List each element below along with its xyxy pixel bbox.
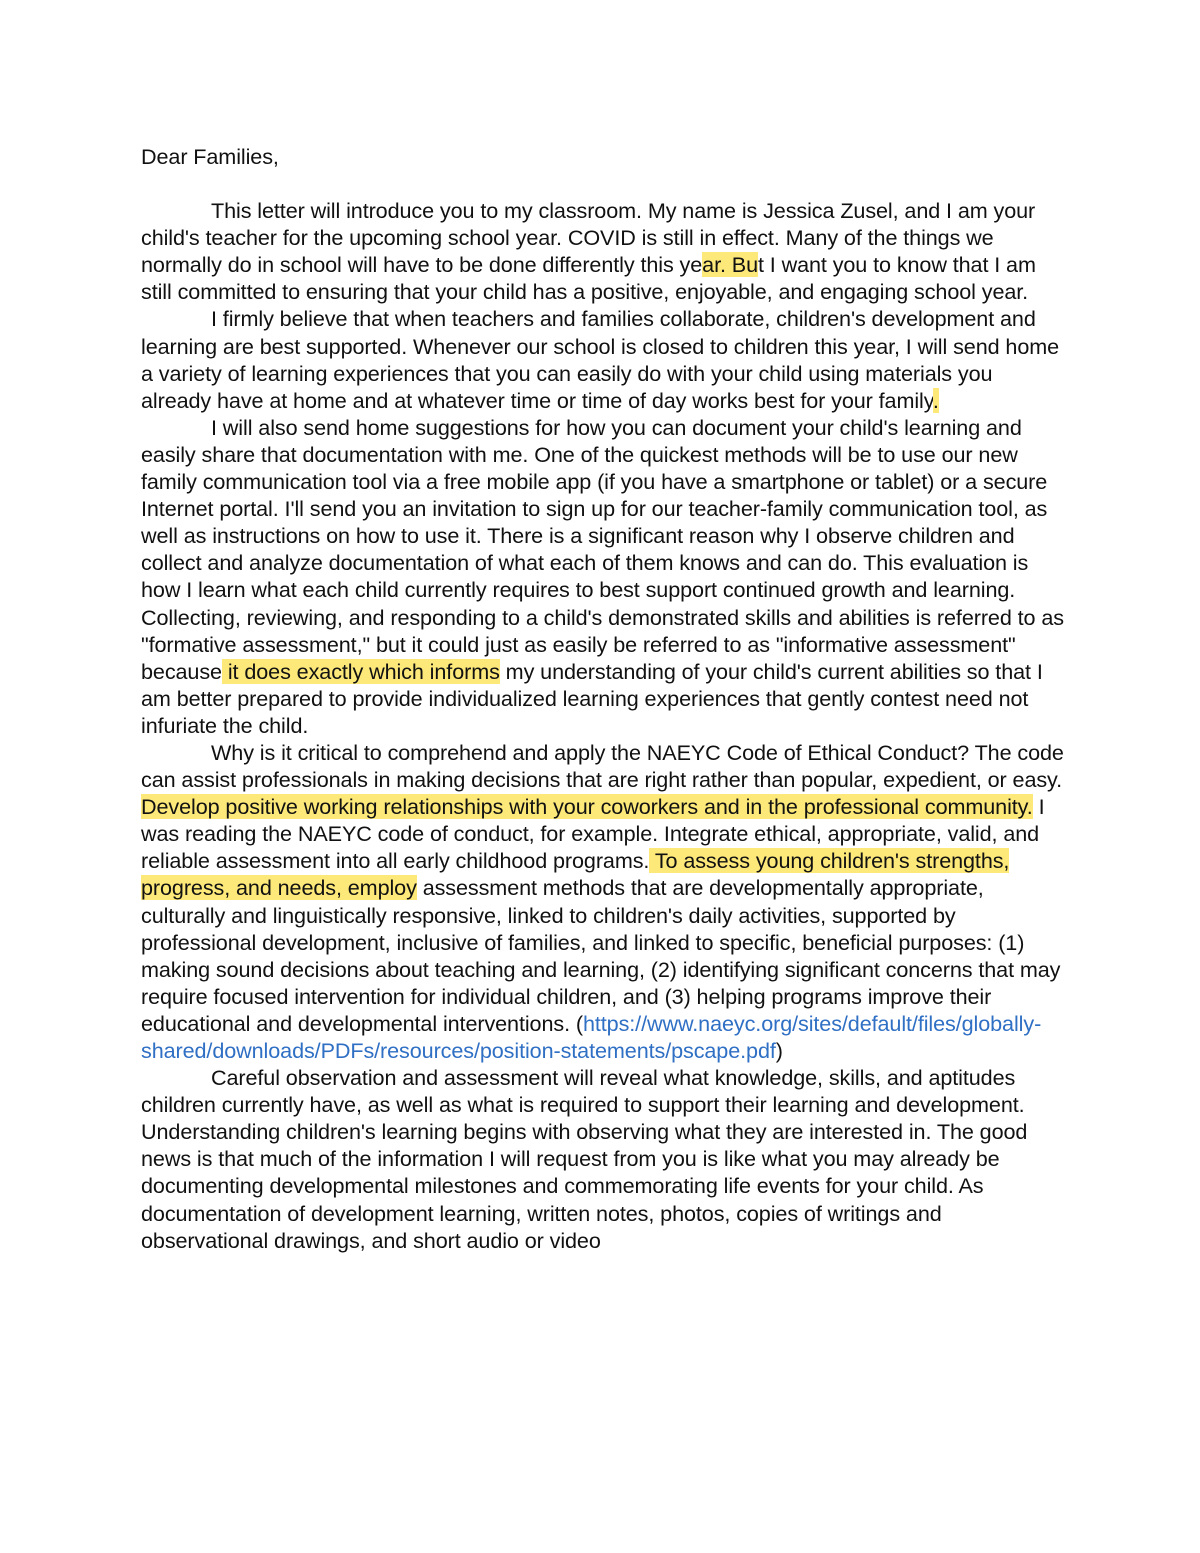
text-span: my understanding of your child's current abilities so that I am better prepared to provide individualized learning experiences that gently contest need not infuriate the child. — [141, 658, 1043, 738]
naeyc-pdf-link[interactable]: https://www.naeyc.org/sites/default/files/globally-shared/downloads/PDFs/resources/position-statements/pscape.pdf — [141, 1010, 1042, 1063]
text-span: Careful observation and assessment will reveal what knowledge, skills, and aptitudes children currently have, as well as what is required to support their learning and development. Understanding children's learning begins with observing what they are interested in. The good news is that much of the information I will request from you is like what you may already be documenting developmental milestones and commemorating life events for your child. As documentation of development learning, written notes, photos, copies of writings and observational drawings, and short audio or video — [141, 1065, 1028, 1253]
text-span: This letter will introduce you to my classroom. My name is Jessica Zusel, and I am your child's teacher for the upcoming school year. COVID is still in effect. Many of the things we normally do in school will have to be done differently this ye — [141, 198, 1036, 278]
paragraph-intro — [141, 197, 1066, 305]
text-span: t I want you to know that I am still committed to ensuring that your child has a positive, enjoyable, and engaging school year. — [141, 252, 1036, 305]
text-span: I was reading the NAEYC code of conduct, for example. Integrate ethical, appropriate, valid, and reliable assessment into all early childhood programs. — [141, 794, 1045, 874]
highlighted-text: . — [932, 387, 939, 413]
highlighted-text: To assess young children's strengths, progress, and needs, employ — [141, 848, 1010, 901]
paragraph-collaboration — [141, 305, 1066, 413]
paragraph-naeyc-code — [141, 739, 1066, 1064]
text-span: I firmly believe that when teachers and families collaborate, children's development and learning are best supported. Whenever our school is closed to children this year, I will send home a variety of learning experiences that you can easily do with your child using materials you already have at home and at whatever time or time of day works best for your family — [141, 306, 1060, 413]
text-span: assessment methods that are developmentally appropriate, culturally and linguistically responsive, linked to children's daily activities, supported by professional development, inclusive of families, and linked to specific, beneficial purposes: (1) making sound decisions about teaching and learning, (2) identifying significant concerns that may require focused intervention for individual children, and (3) helping programs improve their educational and developmental interventions. ( — [141, 875, 1061, 1036]
highlighted-text: ar. Bu — [702, 252, 758, 278]
paragraph-observation — [141, 1064, 1066, 1254]
letter-body — [141, 143, 1066, 1254]
highlighted-text: it does exactly which informs — [221, 658, 500, 684]
paragraph-documentation — [141, 414, 1066, 739]
text-span: ) — [775, 1038, 783, 1063]
text-span: Why is it critical to comprehend and apply the NAEYC Code of Ethical Conduct? The code can assist professionals in making decisions that are right rather than popular, expedient, or easy. — [141, 739, 1064, 793]
salutation: Dear Families, — [141, 144, 279, 169]
text-span: I will also send home suggestions for how you can document your child's learning and easily share that documentation with me. One of the quickest methods will be to use our new family communication tool via a free mobile app (if you have a smartphone or tablet) or a secure Internet portal. I'll send you an invitation to sign up for our teacher-family communication tool, as well as instructions on how to use it. There is a significant reason why I observe children and collect and analyze documentation of what each of them knows and can do. This evaluation is how I learn what each child currently requires to best support continued growth and learning. Collecting, reviewing, and responding to a child's demonstrated skills and abilities is referred to as "formative assessment," but it could just as easily be referred to as "informative assessment" because — [141, 414, 1064, 684]
highlighted-text: Develop positive working relationships with your coworkers and in the professional community. — [141, 794, 1033, 820]
